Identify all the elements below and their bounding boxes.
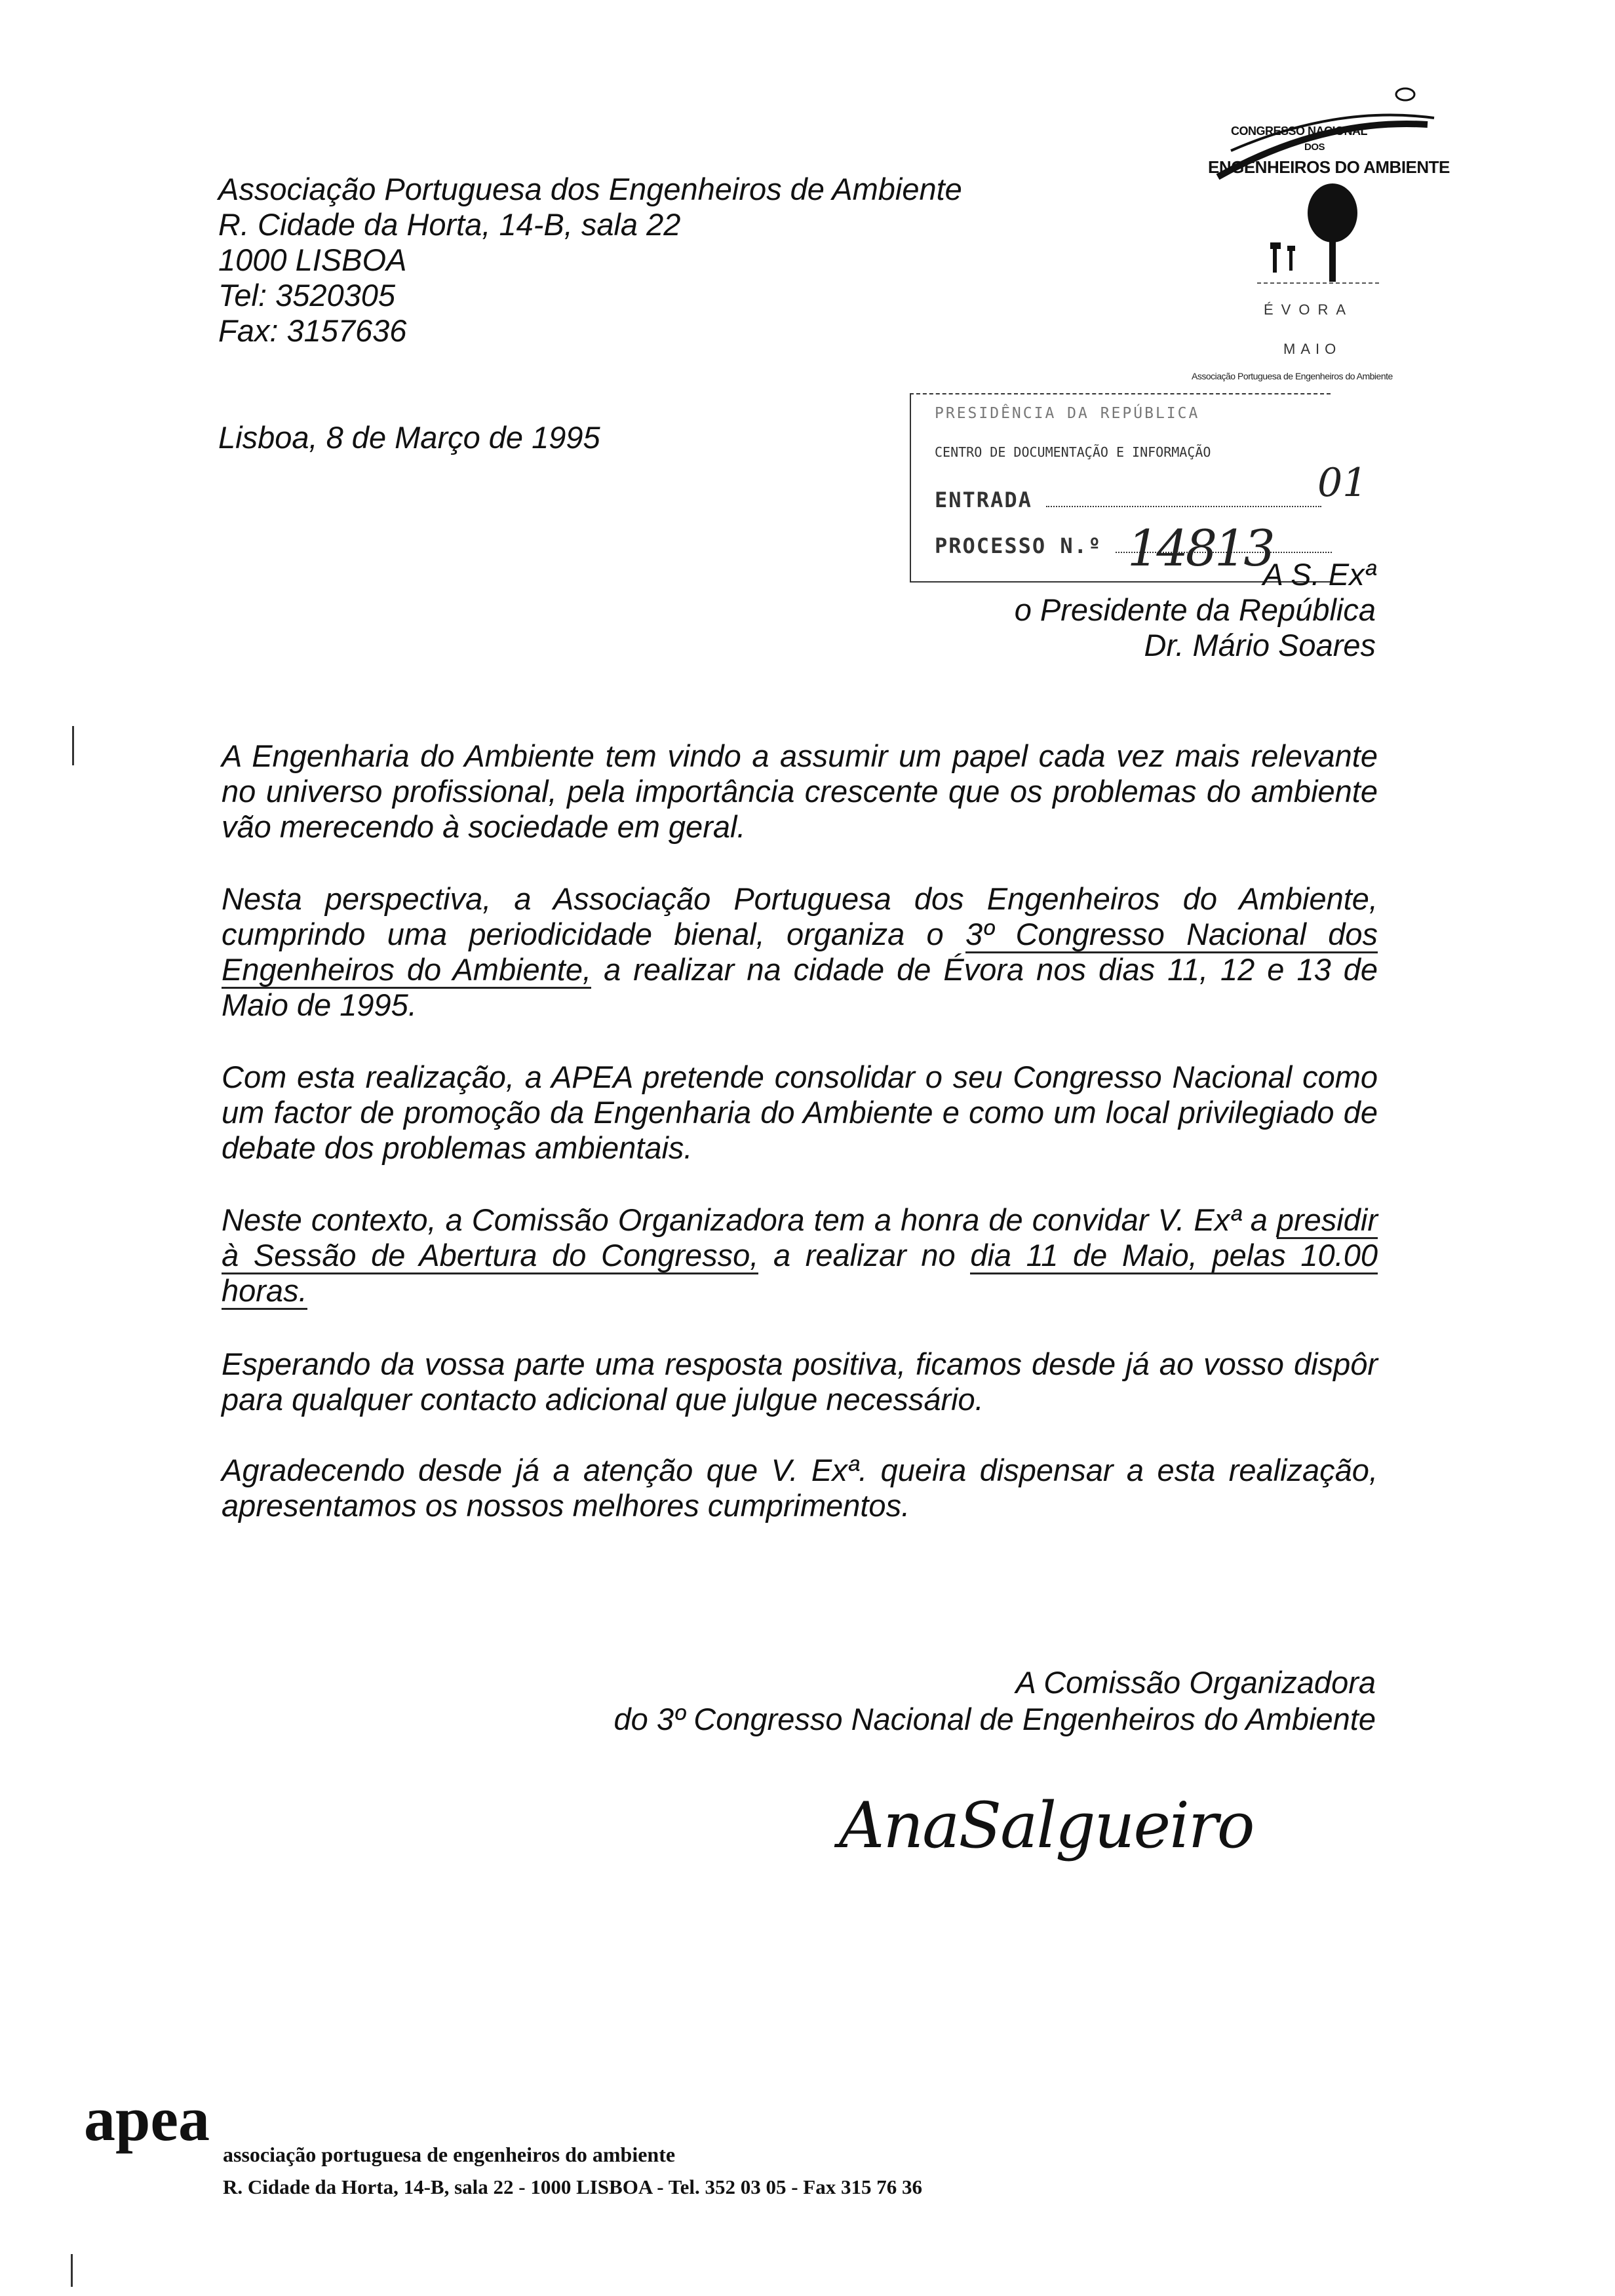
recipient-block — [1015, 557, 1376, 663]
paragraph-3: Com esta realização, a APEA pretende consolidar o seu Congresso Nacional como um factor de promoção da Engenharia do Ambiente e como um local privilegiado de debate dos problemas ambientais. — [222, 1060, 1378, 1165]
stamp-entrada-line — [1046, 506, 1321, 507]
closing-block — [614, 1664, 1376, 1738]
sender-tel: Tel: 3520305 — [218, 278, 396, 313]
stamp-department: CENTRO DE DOCUMENTAÇÃO E INFORMAÇÃO — [935, 444, 1211, 460]
paragraph-6: Agradecendo desde já a atenção que V. Exª. queira dispensar a esta realização, apresentamos os nossos melhores cumprimentos. — [222, 1453, 1378, 1523]
footer-address: R. Cidade da Horta, 14-B, sala 22 - 1000 LISBOA - Tel. 352 03 05 - Fax 315 76 36 — [223, 2175, 922, 2198]
paragraph-4-text-b: a realizar no — [773, 1238, 956, 1272]
sender-name: Associação Portuguesa dos Engenheiros de Ambiente — [218, 172, 962, 206]
sender-address: R. Cidade da Horta, 14-B, sala 22 — [218, 207, 681, 242]
stamp-entrada-mark: 01 — [1317, 460, 1368, 506]
logo-line-1: CONGRESSO NACIONAL — [1231, 124, 1368, 138]
footer-name: associação portuguesa de engenheiros do ambiente — [223, 2143, 676, 2166]
logo-line-4: ÉVORA — [1264, 301, 1354, 318]
paragraph-2-underlined: 3º Congresso Nacional dos Engenheiros do Ambiente, — [222, 917, 1378, 989]
stamp-title: PRESIDÊNCIA DA REPÚBLICA — [935, 405, 1200, 422]
stamp-processo-number: 14813 — [1127, 519, 1273, 577]
footer-logo: apea — [84, 2084, 210, 2154]
sender-fax: Fax: 3157636 — [218, 313, 407, 348]
signature: AnaSalgueiro — [839, 1789, 1254, 1862]
paragraph-5: Esperando da vossa parte uma resposta positiva, ficamos desde já ao vosso dispôr para qualquer contacto adicional que julgue necessário. — [222, 1347, 1378, 1417]
closing-line-2: do 3º Congresso Nacional de Engenheiros do Ambiente — [613, 1702, 1376, 1736]
letter-date: Lisboa, 8 de Março de 1995 — [218, 420, 600, 455]
paragraph-1: A Engenharia do Ambiente tem vindo a assumir um papel cada vez mais relevante no universo profissional, pela importância crescente que os problemas do ambiente vão merecendo à sociedade em geral. — [222, 738, 1378, 844]
sender-city: 1000 LISBOA — [218, 242, 407, 277]
closing-line-1: A Comissão Organizadora — [1015, 1665, 1376, 1700]
paragraph-4-text-a: Neste contexto, a Comissão Organizadora tem a honra de convidar V. Exª a — [222, 1202, 1268, 1237]
scan-mark — [71, 2254, 73, 2287]
logo-line-2: DOS — [1304, 142, 1325, 153]
stamp-entrada — [935, 488, 1321, 512]
recipient-line-1: A S. Exª — [1262, 557, 1376, 592]
tree-icon — [1257, 183, 1388, 288]
paragraph-2-text-b: a realizar na cidade de Évora nos dias 11, 12 e 13 de Maio de 1995. — [222, 952, 1378, 1022]
paragraph-4 — [222, 1202, 1378, 1309]
recipient-line-3: Dr. Mário Soares — [1144, 628, 1376, 662]
paragraph-2-text-a: Nesta perspectiva, a Associação Portuguesa dos Engenheiros do Ambiente, cumprindo uma periodicidade bienal, organiza o — [222, 881, 1378, 951]
paragraph-4-underlined-2: dia 11 de Maio, pelas 10.00 horas. — [222, 1238, 1378, 1310]
logo-line-6: Associação Portuguesa de Engenheiros do Ambiente — [1192, 371, 1393, 381]
stamp-entrada-label: ENTRADA — [935, 488, 1032, 512]
sender-block — [218, 172, 962, 349]
logo-line-3: ENGENHEIROS DO AMBIENTE — [1208, 157, 1450, 177]
recipient-line-2: o Presidente da República — [1014, 592, 1376, 627]
stamp-processo-label: PROCESSO N.º — [935, 533, 1102, 558]
paragraph-4-underlined-1: presidir à Sessão de Abertura do Congresso, — [222, 1202, 1378, 1274]
scan-mark — [72, 726, 74, 765]
congress-logo — [1192, 79, 1450, 393]
logo-line-5: MAIO — [1283, 341, 1342, 357]
paragraph-2 — [222, 881, 1378, 1023]
